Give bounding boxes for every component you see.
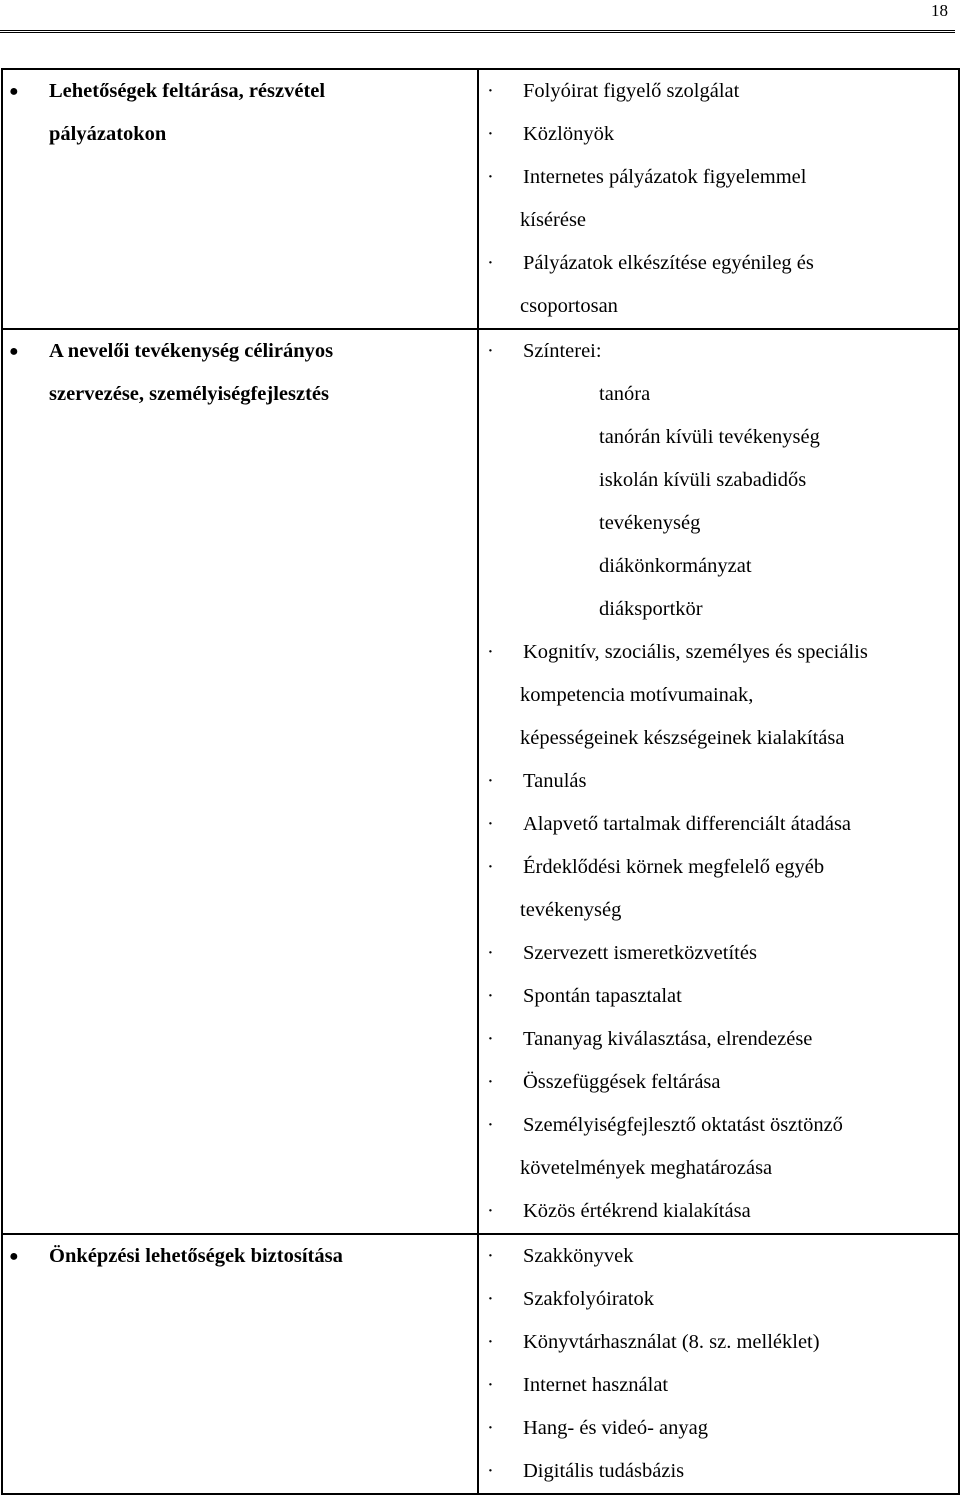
list-item [479,1018,958,1061]
list-marker: · [487,252,494,274]
list-item [479,113,958,156]
list-item-text: Internet használat [523,1374,669,1396]
sub-list-item-text: tanóra [599,383,651,405]
list-item [479,760,958,803]
section-title-line: A nevelői tevékenység célirányos [49,340,334,362]
list-marker: · [487,1245,494,1267]
bullet-icon: ● [9,83,19,100]
sub-list-item-text: iskolán kívüli szabadidős [599,469,807,491]
item-list [479,330,958,1233]
list-item-text: Szakfolyóiratok [523,1288,654,1310]
list-marker: · [487,1028,494,1050]
sub-list-item [479,416,958,459]
list-item [479,1321,958,1364]
list-item [479,70,958,113]
bullet-icon: ● [9,1248,19,1265]
list-item [479,1104,958,1190]
section-title-line: Lehetőségek feltárása, részvétel [49,80,326,102]
bullet-icon: ● [9,343,19,360]
list-item-text: Közös értékrend kialakítása [523,1200,751,1222]
sub-list-item-text: diákönkormányzat [599,555,752,577]
list-marker: · [487,942,494,964]
list-item-text: Közlönyök [523,123,615,145]
list-item-text: képességeinek készségeinek kialakítása [520,727,845,749]
list-item-text: kompetencia motívumainak, [520,684,754,706]
list-item-text: Érdeklődési körnek megfelelő egyéb [523,856,825,878]
list-marker: · [487,856,494,878]
list-item-text: Színterei: [523,340,602,362]
section-title [49,70,467,156]
list-marker: · [487,123,494,145]
list-item-text: Tananyag kiválasztása, elrendezése [523,1028,813,1050]
list-item [479,1190,958,1233]
section-title-line: szervezése, személyiségfejlesztés [49,383,329,405]
list-item [479,1278,958,1321]
header-rule [0,30,955,33]
list-item-text: Spontán tapasztalat [523,985,682,1007]
list-item-text: Összefüggések feltárása [523,1071,721,1093]
section-title-line: Önképzési lehetőségek biztosítása [49,1245,343,1267]
list-item-text: Könyvtárhasználat (8. sz. melléklet) [523,1331,820,1353]
sub-list-item [479,545,958,588]
list-item [479,846,958,932]
list-item [479,1061,958,1104]
item-list [479,70,958,328]
list-item-text: kísérése [520,209,587,231]
sub-list-item-text: tevékenység [599,512,701,534]
list-item [479,1450,958,1493]
page-number: 18 [931,1,948,20]
sub-list [479,373,958,631]
section-heading [9,70,467,156]
list-item-text: Alapvető tartalmak differenciált átadása [523,813,852,835]
section-title-cell [2,69,478,329]
list-marker: · [487,641,494,663]
list-item [479,932,958,975]
list-item-text: tevékenység [520,899,622,921]
list-item [479,242,958,328]
list-item-text: Internetes pályázatok figyelemmel [523,166,807,188]
sub-list-item [479,588,958,631]
list-item-text: követelmények meghatározása [520,1157,773,1179]
list-item [479,1407,958,1450]
list-item-text: Kognitív, szociális, személyes és speciális [523,641,868,663]
list-item [479,1235,958,1278]
list-marker: · [487,813,494,835]
list-item-text: Folyóirat figyelő szolgálat [523,80,740,102]
list-marker: · [487,1114,494,1136]
list-item-text: Hang- és videó- anyag [523,1417,709,1439]
section-title [49,1235,467,1278]
list-item [479,631,958,760]
sub-list-item [479,373,958,416]
list-item-text: Pályázatok elkészítése egyénileg és [523,252,814,274]
list-item-text: csoportosan [520,295,618,317]
section-title [49,330,467,416]
list-marker: · [487,1288,494,1310]
list-item [479,1364,958,1407]
list-marker: · [487,1374,494,1396]
list-item-text: Tanulás [523,770,587,792]
section-items-cell [478,69,959,329]
list-marker: · [487,1200,494,1222]
section-heading [9,1235,467,1278]
list-marker: · [487,340,494,362]
table-row [2,1234,959,1494]
section-title-cell [2,329,478,1234]
content-table [1,68,960,1495]
section-items-cell [478,1234,959,1494]
section-heading [9,330,467,416]
list-item-text: Személyiségfejlesztő oktatást ösztönző [523,1114,843,1136]
list-item [479,975,958,1018]
list-item [479,330,958,631]
sub-list-item [479,459,958,545]
section-title-cell [2,1234,478,1494]
sub-list-item-text: tanórán kívüli tevékenység [599,426,820,448]
section-items-cell [478,329,959,1234]
list-marker: · [487,1417,494,1439]
item-list [479,1235,958,1493]
list-marker: · [487,80,494,102]
list-item-text: Szakkönyvek [523,1245,634,1267]
list-marker: · [487,1071,494,1093]
list-item-text: Digitális tudásbázis [523,1460,685,1482]
sub-list-item-text: diáksportkör [599,598,703,620]
section-title-line: pályázatokon [49,123,167,145]
list-item [479,156,958,242]
list-marker: · [487,770,494,792]
list-marker: · [487,1460,494,1482]
table-row [2,329,959,1234]
list-marker: · [487,166,494,188]
list-marker: · [487,985,494,1007]
list-item [479,803,958,846]
list-marker: · [487,1331,494,1353]
table-row [2,69,959,329]
list-item-text: Szervezett ismeretközvetítés [523,942,757,964]
